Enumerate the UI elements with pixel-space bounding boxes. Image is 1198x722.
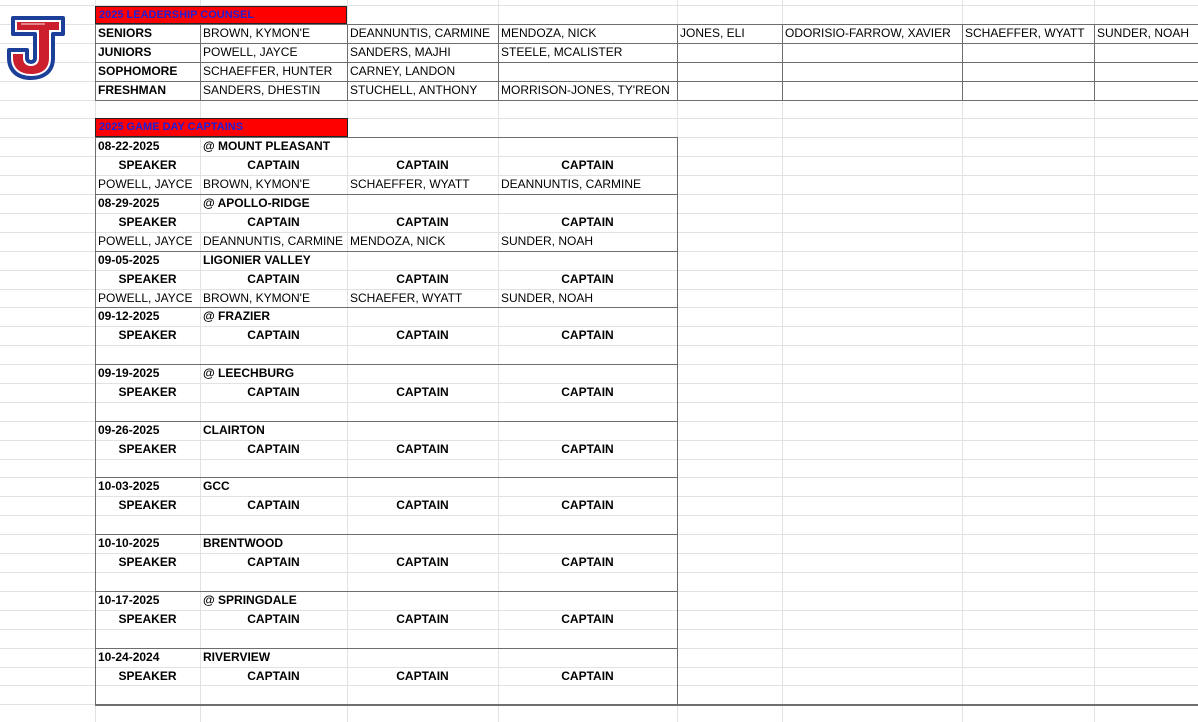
leader-name: SCHAEFFER, WYATT (965, 26, 1085, 40)
game-opponent: GCC (203, 479, 230, 493)
leader-name: SANDERS, MAJHI (350, 45, 451, 59)
captain-label: CAPTAIN (561, 215, 614, 229)
captain-label: CAPTAIN (396, 555, 449, 569)
captain-label: CAPTAIN (247, 498, 300, 512)
captain-label: CAPTAIN (247, 272, 300, 286)
leader-name: SCHAEFFER, HUNTER (203, 64, 333, 78)
game-date: 10-10-2025 (98, 536, 160, 550)
speaker-name: POWELL, JAYCE (98, 234, 193, 248)
game-date: 08-29-2025 (98, 196, 160, 210)
captains-header: 2025 GAME DAY CAPTAINS (95, 118, 348, 137)
captain-label: CAPTAIN (396, 158, 449, 172)
game-opponent: @ MOUNT PLEASANT (203, 139, 331, 153)
captain-name: SCHAEFER, WYATT (350, 291, 463, 305)
game-date: 10-24-2024 (98, 650, 160, 664)
speaker-label: SPEAKER (118, 498, 177, 512)
captain-name: BROWN, KYMON'E (203, 177, 310, 191)
captain-label: CAPTAIN (247, 612, 300, 626)
captain-label: CAPTAIN (396, 498, 449, 512)
captain-name: SUNDER, NOAH (501, 291, 594, 305)
leader-name: STEELE, MCALISTER (501, 45, 623, 59)
leader-name: MORRISON-JONES, TY'REON (501, 83, 670, 97)
game-date: 10-17-2025 (98, 593, 160, 607)
captain-label: CAPTAIN (396, 669, 449, 683)
captain-label: CAPTAIN (247, 555, 300, 569)
captain-name: SUNDER, NOAH (501, 234, 594, 248)
captain-label: CAPTAIN (396, 385, 449, 399)
captain-label: CAPTAIN (247, 385, 300, 399)
game-date: 10-03-2025 (98, 479, 160, 493)
leadership-header: 2025 LEADERSHIP COUNSEL (95, 6, 347, 24)
game-opponent: RIVERVIEW (203, 650, 271, 664)
captain-label: CAPTAIN (396, 272, 449, 286)
captain-label: CAPTAIN (561, 328, 614, 342)
captain-label: CAPTAIN (247, 442, 300, 456)
captain-name: SCHAEFFER, WYATT (350, 177, 470, 191)
leader-name: CARNEY, LANDON (350, 64, 456, 78)
game-date: 09-12-2025 (98, 309, 160, 323)
captain-label: CAPTAIN (561, 385, 614, 399)
speaker-label: SPEAKER (118, 215, 177, 229)
speaker-label: SPEAKER (118, 555, 177, 569)
captain-label: CAPTAIN (247, 328, 300, 342)
game-opponent: @ LEECHBURG (203, 366, 295, 380)
captain-label: CAPTAIN (561, 442, 614, 456)
speaker-label: SPEAKER (118, 669, 177, 683)
captain-name: DEANNUNTIS, CARMINE (203, 234, 344, 248)
leader-name: BROWN, KYMON'E (203, 26, 310, 40)
speaker-label: SPEAKER (118, 612, 177, 626)
class-label: JUNIORS (98, 45, 152, 59)
captain-label: CAPTAIN (247, 669, 300, 683)
captain-label: CAPTAIN (247, 215, 300, 229)
speaker-label: SPEAKER (118, 158, 177, 172)
leader-name: SANDERS, DHESTIN (203, 83, 321, 97)
speaker-label: SPEAKER (118, 442, 177, 456)
class-label: FRESHMAN (98, 83, 166, 97)
captain-label: CAPTAIN (396, 612, 449, 626)
captain-label: CAPTAIN (396, 328, 449, 342)
game-date: 09-05-2025 (98, 253, 160, 267)
speaker-label: SPEAKER (118, 385, 177, 399)
captain-label: CAPTAIN (561, 612, 614, 626)
game-date: 09-19-2025 (98, 366, 160, 380)
captain-name: MENDOZA, NICK (350, 234, 446, 248)
game-date: 08-22-2025 (98, 139, 160, 153)
leader-name: SUNDER, NOAH (1097, 26, 1190, 40)
captain-label: CAPTAIN (396, 215, 449, 229)
captain-name: DEANNUNTIS, CARMINE (501, 177, 642, 191)
game-date: 09-26-2025 (98, 423, 160, 437)
captain-label: CAPTAIN (561, 498, 614, 512)
game-opponent: @ SPRINGDALE (203, 593, 297, 607)
captain-label: CAPTAIN (247, 158, 300, 172)
game-opponent: CLAIRTON (203, 423, 265, 437)
leader-name: DEANNUNTIS, CARMINE (350, 26, 491, 40)
leader-name: MENDOZA, NICK (501, 26, 597, 40)
game-opponent: @ APOLLO-RIDGE (203, 196, 310, 210)
captain-name: BROWN, KYMON'E (203, 291, 310, 305)
game-opponent: BRENTWOOD (203, 536, 283, 550)
captain-label: CAPTAIN (561, 555, 614, 569)
leader-name: STUCHELL, ANTHONY (350, 83, 478, 97)
captain-label: CAPTAIN (561, 272, 614, 286)
leader-name: JONES, ELI (680, 26, 745, 40)
class-label: SOPHOMORE (98, 64, 178, 78)
leader-name: ODORISIO-FARROW, XAVIER (785, 26, 951, 40)
game-opponent: LIGONIER VALLEY (203, 253, 311, 267)
speaker-name: POWELL, JAYCE (98, 177, 193, 191)
captain-label: CAPTAIN (561, 158, 614, 172)
speaker-label: SPEAKER (118, 328, 177, 342)
class-label: SENIORS (98, 26, 153, 40)
speaker-label: SPEAKER (118, 272, 177, 286)
speaker-name: POWELL, JAYCE (98, 291, 193, 305)
captain-label: CAPTAIN (561, 669, 614, 683)
team-j-logo-icon (5, 14, 71, 80)
leader-name: POWELL, JAYCE (203, 45, 298, 59)
game-opponent: @ FRAZIER (203, 309, 271, 323)
captain-label: CAPTAIN (396, 442, 449, 456)
